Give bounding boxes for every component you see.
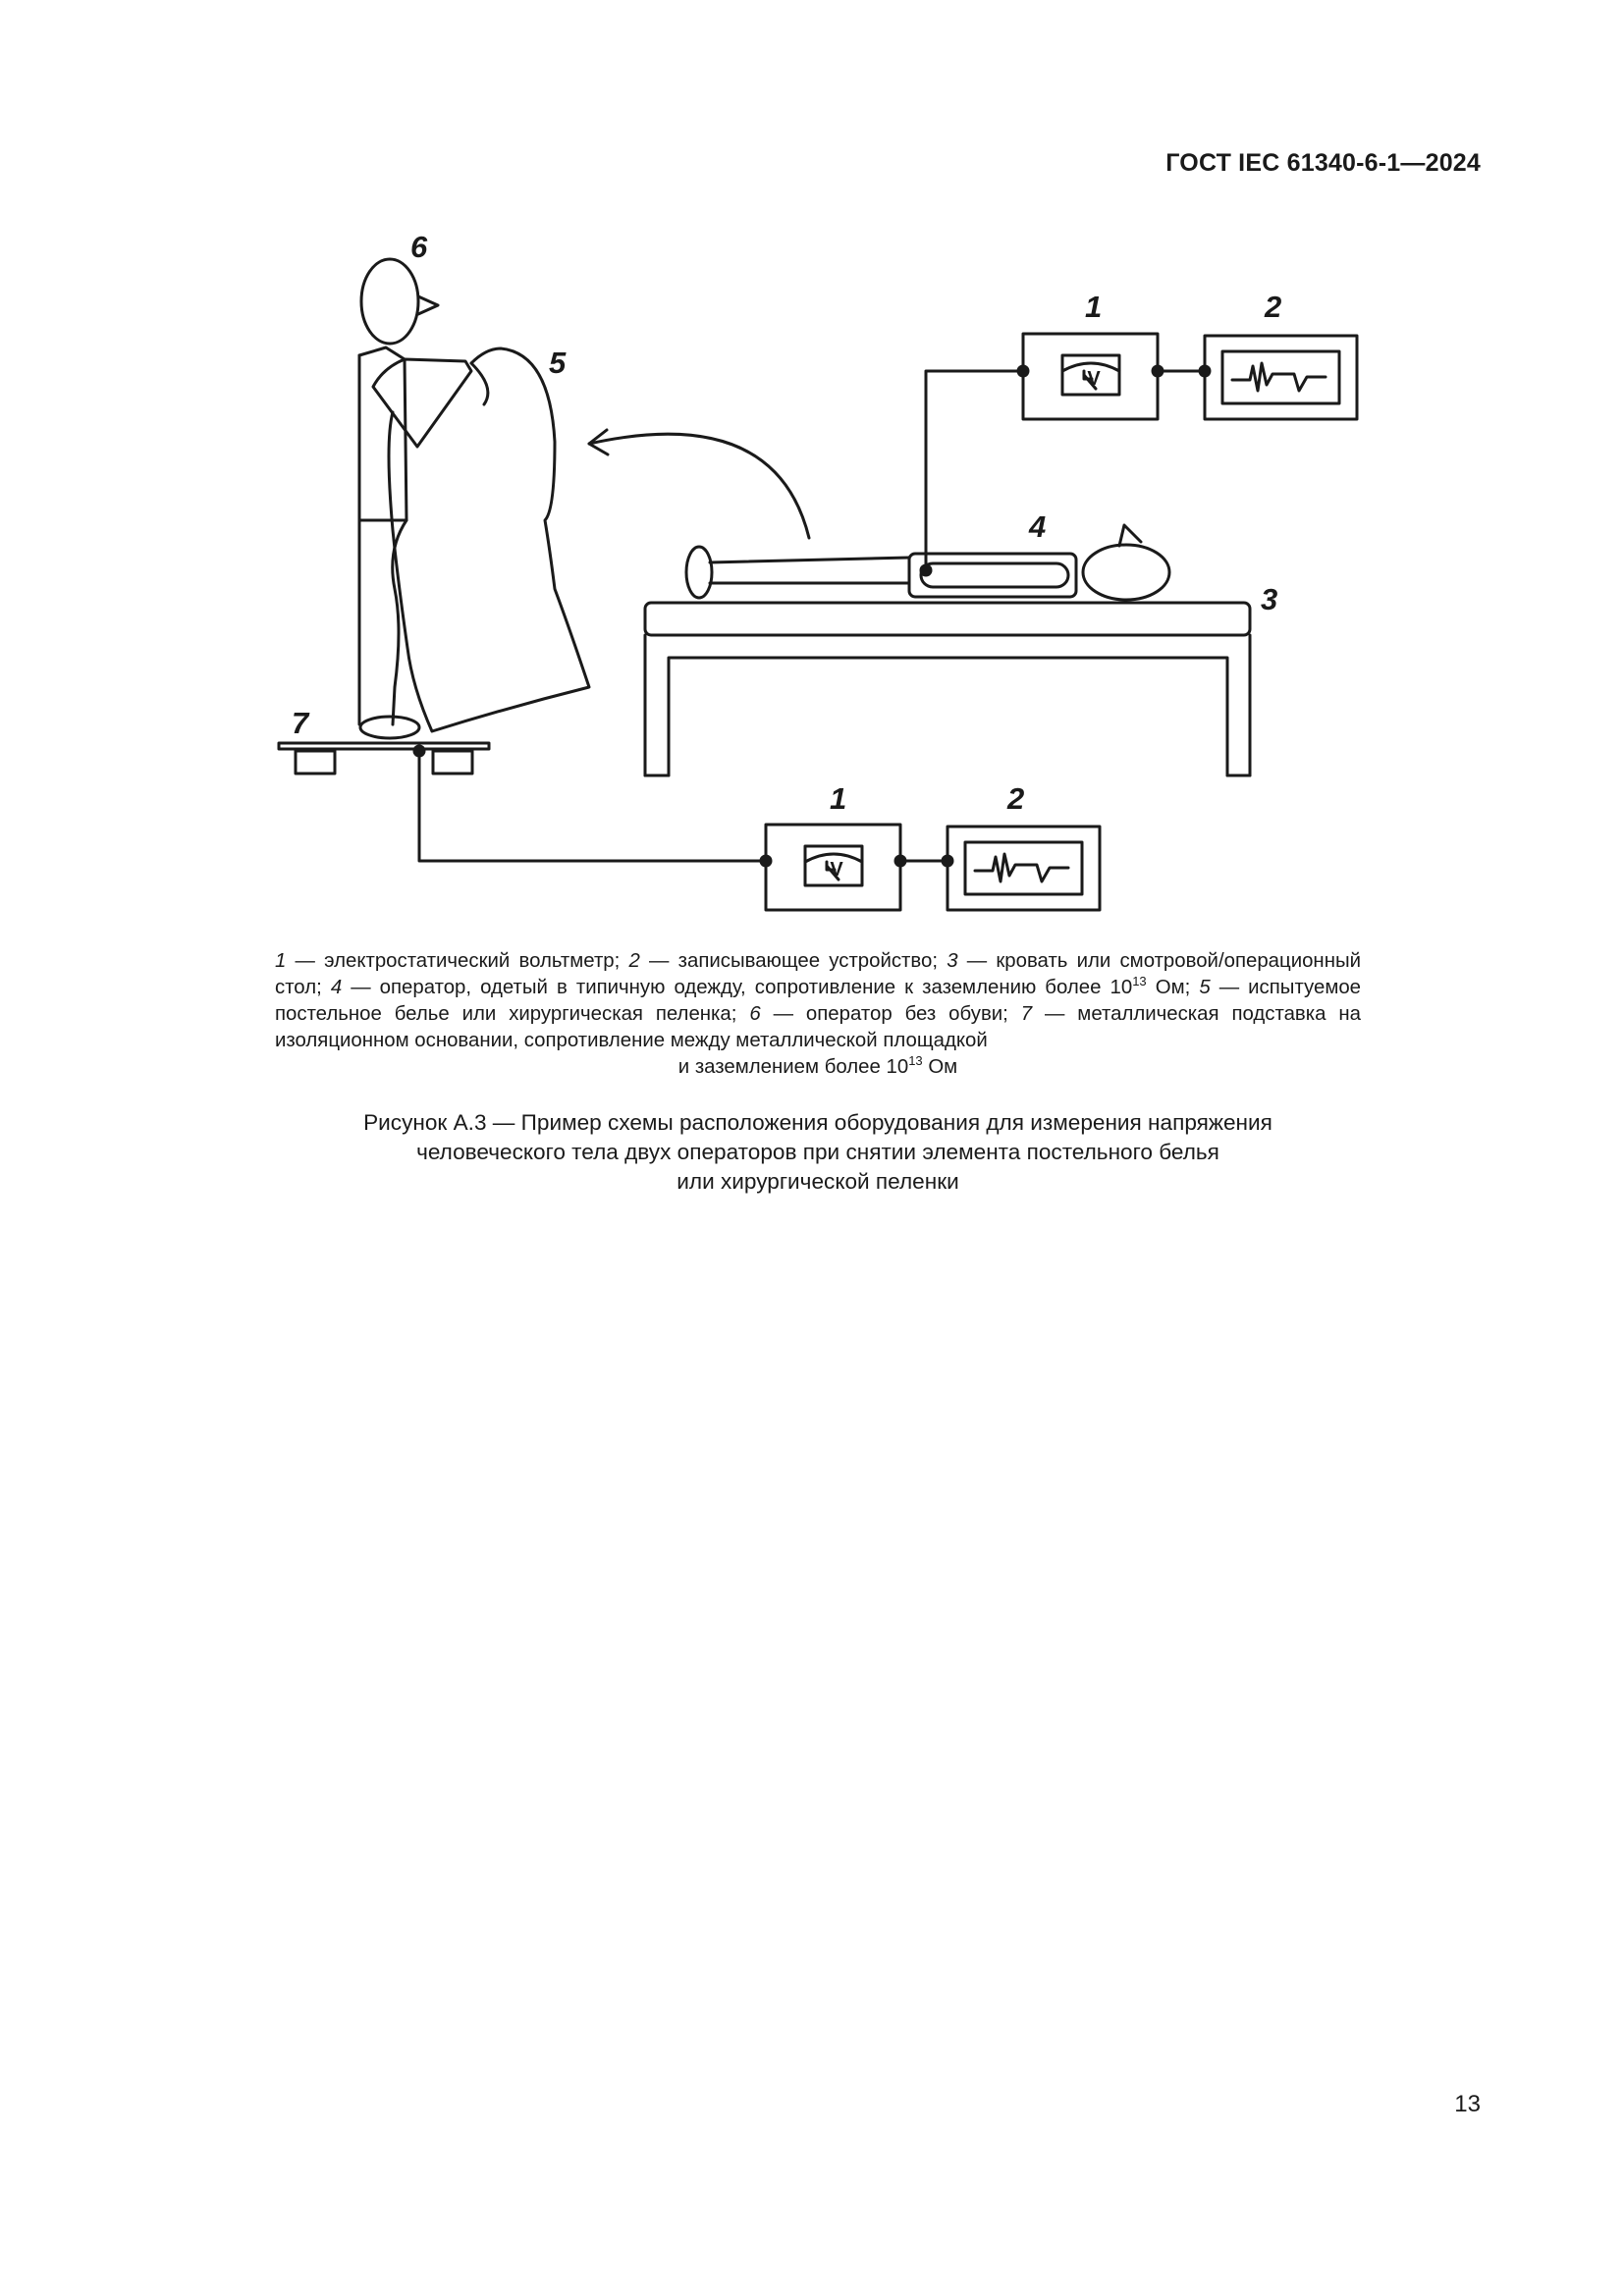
metal-stand [279,743,766,861]
callout-1-top: 1 [1085,290,1103,324]
page-number: 13 [1454,2091,1481,2117]
legend-text-4b: Ом; [1146,977,1200,998]
bed-sheet [389,348,589,731]
standing-operator [359,259,471,738]
examination-bed [645,603,1250,775]
legend-text-3: — кровать или смотровой/операционный стол; [275,950,1361,998]
document-header: ГОСТ IEC 61340-6-1—2024 [1165,149,1481,177]
legend-text-5: — испытуемое постельное белье или хирургическая пеленка; [275,977,1362,1025]
legend-num-4: 4 [330,977,343,998]
legend-text-6: — оператор без обуви; [760,1003,1021,1025]
caption-line-2: человеческого тела двух операторов при снятии элемента постельного белья [416,1140,1219,1164]
callout-3: 3 [1261,582,1278,616]
caption-line-1: Рисунок А.3 — Пример схемы расположения оборудования для измерения напряжения [363,1110,1272,1135]
legend-num-2: 2 [628,950,640,972]
legend-text-4a: — оператор, одетый в типичную одежду, сопротивление к заземлению более 10 [342,977,1133,998]
callout-5: 5 [549,346,567,380]
callout-1-bottom: 1 [830,781,847,816]
callout-6: 6 [410,230,428,264]
legend-num-7: 7 [1020,1003,1033,1025]
legend-num-3: 3 [947,950,958,972]
bottom-voltmeter-symbol: V [830,859,843,881]
top-recorder [1200,336,1357,419]
legend-text-2: — записывающее устройство; [639,950,947,972]
legend-text-7b: и заземлением более 10 [677,1056,909,1078]
legend-num-6: 6 [749,1003,761,1025]
legend-exponent-1: 13 [1132,974,1147,988]
callout-4: 4 [1029,509,1047,544]
bottom-recorder [943,827,1100,910]
removal-arrow [589,430,809,538]
callout-7: 7 [292,706,309,740]
lying-operator [686,371,1169,600]
legend-num-1: 1 [275,950,287,972]
legend-text-7: — металлическая подставка на изоляционном основании, сопротивление между металлической площадкой [275,1003,1361,1051]
legend-exponent-2: 13 [908,1053,923,1068]
legend-num-5: 5 [1199,977,1211,998]
measurement-setup-figure [0,0,1624,942]
figure-caption [255,1108,1380,1197]
caption-line-3: или хирургической пеленки [677,1169,959,1194]
callout-2-bottom: 2 [1007,781,1025,816]
top-voltmeter-symbol: V [1087,368,1101,390]
callout-2-top: 2 [1265,290,1282,324]
figure-legend [275,948,1361,1081]
legend-text-1: — электростатический вольтметр; [286,950,629,972]
legend-text-7c: Ом [922,1056,958,1078]
